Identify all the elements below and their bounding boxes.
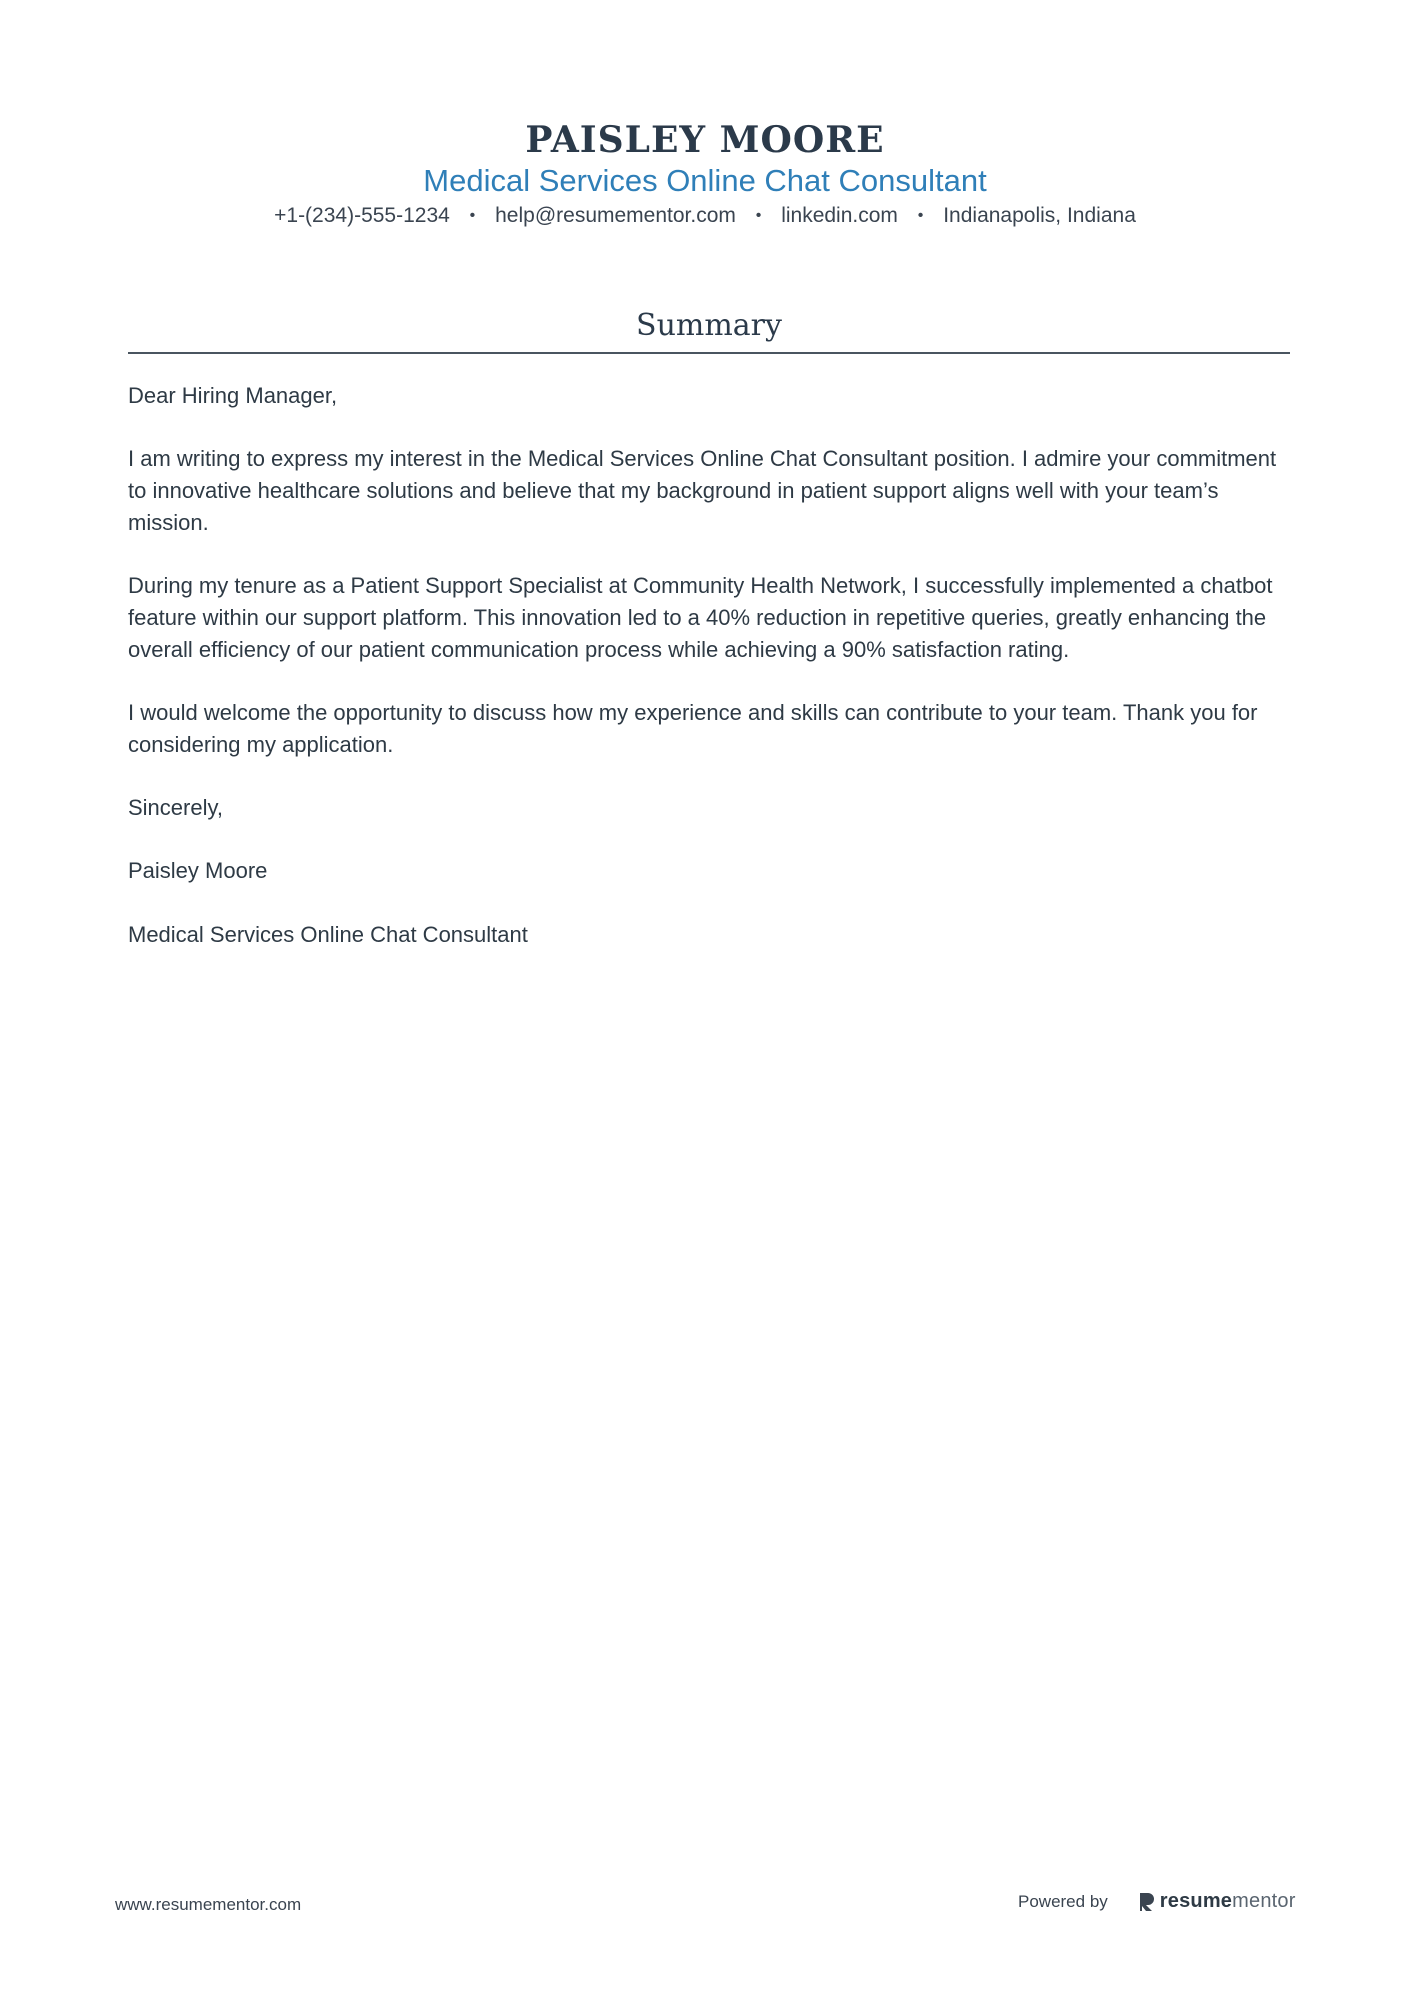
section-divider (128, 352, 1290, 354)
contact-separator: • (755, 207, 762, 224)
signature-name: Paisley Moore (128, 858, 268, 884)
brand-wordmark[interactable] (1160, 1890, 1296, 1913)
resumementor-logo-icon (1138, 1891, 1156, 1913)
applicant-name: PAISLEY MOORE (525, 119, 885, 161)
contact-linkedin[interactable]: linkedin.com (781, 204, 898, 227)
letter-header (0, 118, 1410, 230)
letter-closing: Sincerely, (128, 795, 223, 821)
applicant-title: Medical Services Online Chat Consultant (423, 163, 987, 198)
powered-by-label: Powered by (1018, 1891, 1108, 1911)
contact-email[interactable]: help@resumementor.com (495, 204, 736, 227)
contact-line (0, 202, 1410, 230)
signature-title: Medical Services Online Chat Consultant (128, 921, 528, 947)
footer-website[interactable]: www.resumementor.com (115, 1895, 302, 1914)
brand-wordmark-light: mentor (1232, 1890, 1296, 1912)
footer-branding (1018, 1890, 1296, 1913)
letter-body (128, 380, 1292, 982)
letter-greeting: Dear Hiring Manager, (128, 383, 338, 408)
contact-separator: • (917, 207, 924, 224)
contact-phone: +1-(234)-555-1234 (274, 204, 450, 227)
contact-separator: • (469, 207, 476, 224)
section-title-summary: Summary (636, 308, 782, 343)
contact-location: Indianapolis, Indiana (943, 204, 1136, 227)
letter-paragraph: During my tenure as a Patient Support Specialist at Community Health Network, I successfully implemented a chatbot feature within our support platform. This innovation led to a 40% reduction in repetitive queries, greatly enhancing the overall efficiency of our patient communication process while achieving a 90% satisfaction rating. (128, 573, 1273, 662)
brand-wordmark-bold: resume (1159, 1890, 1233, 1912)
letter-paragraph: I would welcome the opportunity to discuss how my experience and skills can contribute to your team. Thank you for considering my application. (128, 699, 1258, 757)
letter-paragraph: I am writing to express my interest in the Medical Services Online Chat Consultant position. I admire your commitment to innovative healthcare solutions and believe that my background in patient support aligns well with your team’s mission. (128, 446, 1277, 535)
